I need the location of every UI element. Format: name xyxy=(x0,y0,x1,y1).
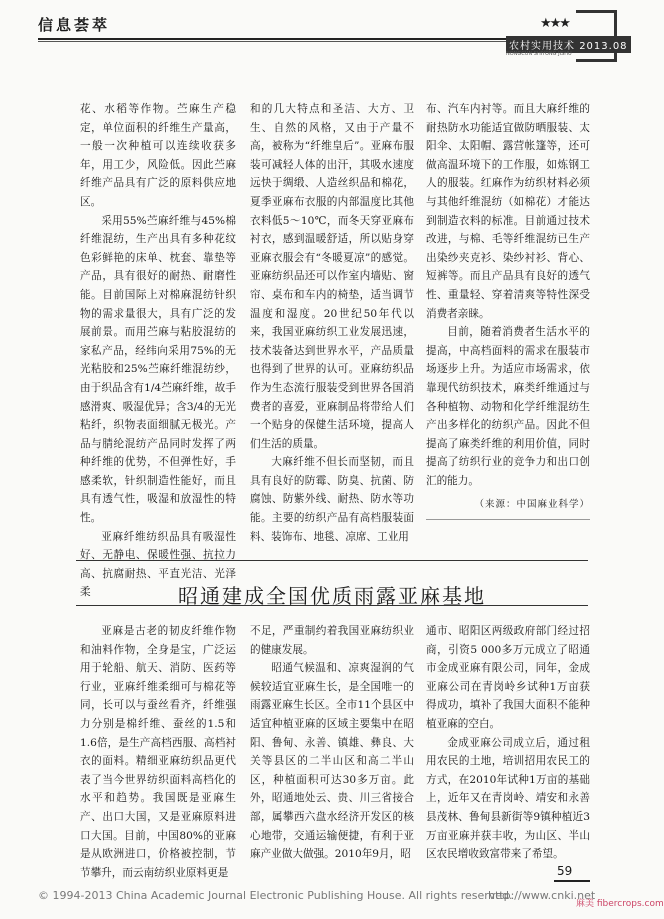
paragraph: 花、水稻等作物。苎麻生产稳定，单位面积的纤维生产量高，一般一次种植可以连续收获多年，用工少，风险低。因此苎麻纤维产品具有广泛的原料供应地区。 xyxy=(80,103,236,208)
article1-column-2 xyxy=(250,100,414,546)
copyright-text: © 1994-2013 China Academic Journal Electronic Publishing House. All rights reserved. xyxy=(38,889,513,902)
article1-column-1 xyxy=(80,100,236,602)
paragraph: 大麻纤维不但长而坚韧，而且具有良好的防霉、防臭、抗菌、防腐蚀、防紫外线、耐热、防水等功能。主要的纺织产品有高档服装面料、装饰布、地毯、凉席、工业用 xyxy=(250,456,414,543)
article2-column-2 xyxy=(250,622,414,864)
paragraph: 亚麻是古老的韧皮纤维作物和油料作物，全身是宝，广泛运用于轮船、航天、消防、医药等行业，亚麻纤维柔细可与棉花等同，长可以与蚕丝看齐，纤维强力分别是棉纤维、蚕丝的1.5和1.6倍，是生产高档西服、高档衬衣的面料。精细亚麻纺织品更代表了当今世界纺织面料高档化的水平和趋势。我国既是亚麻生产、出口大国，又是亚麻原料进口大国。目前，中国80%的亚麻是从欧洲进口，价格被控制，节节攀升，而云南纺织业原料更是 xyxy=(80,625,236,879)
logo-name: 农村实用技术 2013.08 xyxy=(506,36,631,53)
header-rule-thin xyxy=(38,41,574,42)
paragraph: 采用55%苎麻纤维与45%棉纤维混纺，生产出具有多种花纹色彩鲜艳的床单、枕套、靠垫等产品，具有很好的耐热、耐磨性能。目前国际上对棉麻混纺针织物的需求量很大，具有广泛的发展前景。而用苎麻与粘胶混纺的家私产品，经纬向采用75%的无光粘胶和25%苎麻纤维混纺纱，由于织品含有1/4苎麻纤维，故手感滑爽、吸湿优异；含3/4的无光粘纤，织物表面细腻无极光。产品与腈纶混纺产品同时发挥了两种纤维的优势，不但弹性好，手感柔软，针织制造性能好，而且具有透气性，吸湿和放湿性的特性。 xyxy=(80,214,236,525)
copyright-footer xyxy=(38,889,598,902)
section-title: 信息荟萃 xyxy=(38,16,111,34)
footer-url[interactable]: http://www.cnki.net xyxy=(488,889,596,902)
article1-column-3 xyxy=(426,100,590,520)
paragraph: 不足，严重制约着我国亚麻纺织业的健康发展。 xyxy=(250,625,414,656)
paragraph: 通市、昭阳区两级政府部门经过招商，引资5 000多万元成立了昭通市金成亚麻有限公司，同年，金成亚麻公司在青岗岭乡试种1万亩获得成功，填补了我国大面积不能种植亚麻的空白。 xyxy=(426,625,590,730)
logo-stars-icon: ★★★ xyxy=(540,16,569,31)
page-number: 59 xyxy=(557,864,573,878)
paragraph: 布、汽车内衬等。而且大麻纤维的耐热防水功能适宜做防晒服装、太阳伞、太阳帽、露营帐篷等，还可做高温环境下的工作服，如炼钢工人的服装。红麻作为纺织材料必须与其他纤维混纺（如棉花）才能达到制造衣料的标准。目前通过技术改进，与棉、毛等纤维混纺已生产出染纱夹克衫、染纱衬衫、背心、短裤等。而且产品具有良好的透气性、重量轻、穿着清爽等特性深受消费者亲睐。 xyxy=(426,103,590,320)
watermark: 麻美 fibercrops.com xyxy=(576,899,664,909)
paragraph: 金成亚麻公司成立后，通过租用农民的土地，培训招用农民工的方式，在2010年试种1万亩的基础上，近年又在青岗岭、靖安和永善县茂林、鲁甸县新街等9镇种植近3万亩亚麻并获丰收，为山区、半山区农民增收致富带来了希望。 xyxy=(426,736,590,861)
paragraph: 和的几大特点和圣洁、大方、卫生、自然的风格，又由于产量不高，被称为“纤维皇后”。亚麻布服装可减轻人体的出汗，其吸水速度远快于绸缎、人造丝织品和棉花，夏季亚麻布衣服的内部温度比其他衣料低5～10℃，而冬天穿亚麻布衬衣，感到温暖舒适，所以贴身穿亚麻衣服会有“冬暖夏凉”的感觉。亚麻纺织品还可以作室内墙贴、窗帘、桌布和车内的椅垫，适当调节温度和湿度。20世纪50年代以来，我国亚麻纺织工业发展迅速，技术装备达到世界水平，产品质量也得到了世界的认可。亚麻纺织品作为生态流行服装受到世界各国消费者的喜爱，亚麻制品将带给人们一个贴身的保健生活环境，提高人们生活的质量。 xyxy=(250,103,414,450)
article-source: （来源：中国麻业科学） xyxy=(474,499,590,511)
page-number-rule xyxy=(554,880,590,882)
paragraph: 亚麻纤维纺织品具有吸湿性好、无静电、保暖性强、抗拉力高、抗腐耐热、平直光洁、光泽柔 xyxy=(80,530,236,599)
paragraph: 目前，随着消费者生活水平的提高，中高档面料的需求在服装市场逐步上升。为适应市场需求，依靠现代纺织技术，麻类纤维通过与各种植物、动物和化学纤维混纺生产出多样化的纺织产品。因此不但提高了麻类纤维的利用价值，同时提高了纺织行业的竞争力和出口创汇的能力。 xyxy=(426,326,590,487)
paragraph: 昭通气候温和、凉爽湿润的气候较适宜亚麻生长，是全国唯一的雨露亚麻生长区。全市11个县区中适宜种植亚麻的区域主要集中在昭阳、鲁甸、永善、镇雄、彝良、大关等县区的二半山区和高二半山区，种植面积可达30多万亩。此外，昭通地处云、贵、川三省接合部，属攀西六盘水经济开发区的核心地带，交通运输便捷，有利于亚麻产业做大做强。2010年9月，昭 xyxy=(250,662,414,861)
source-rule xyxy=(426,519,590,520)
logo-name-en: NONGCUN SHIYONG JISHU xyxy=(506,51,572,57)
article2-column-3 xyxy=(426,622,590,864)
header-rule xyxy=(38,38,574,40)
article2-column-1 xyxy=(80,622,236,882)
article-title: 昭通建成全国优质雨露亚麻基地 xyxy=(178,584,486,609)
